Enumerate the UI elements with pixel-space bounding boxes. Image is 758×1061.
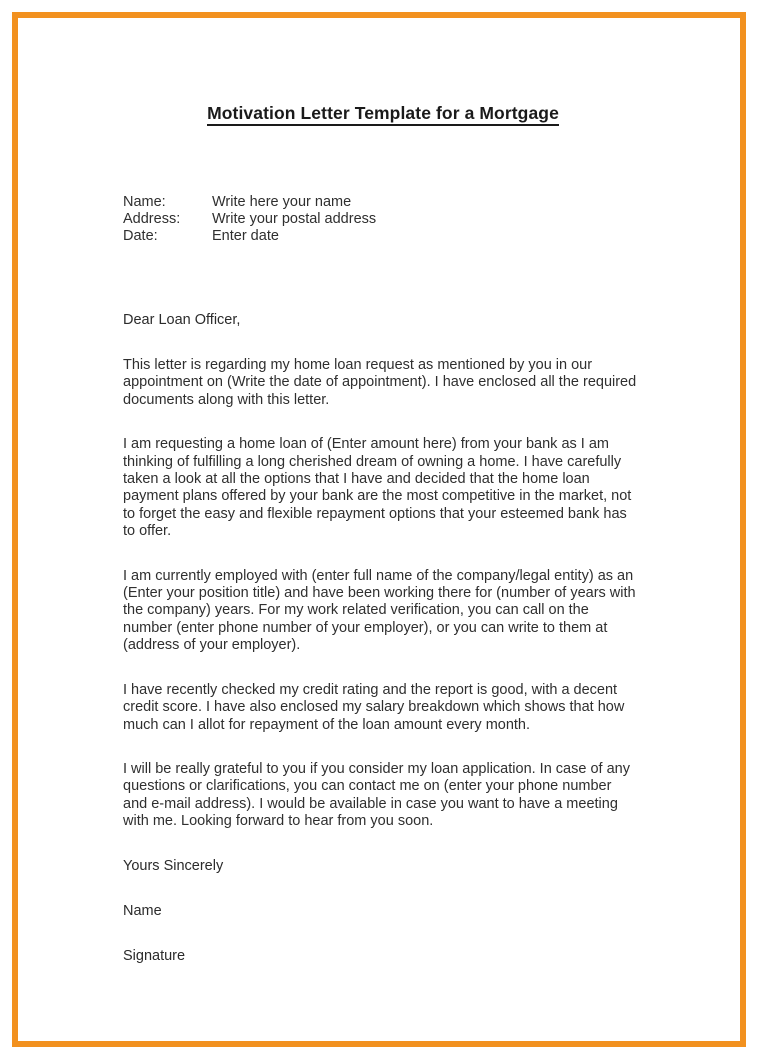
header-fields	[123, 194, 543, 245]
header-field-name	[123, 194, 543, 211]
letter-closing	[123, 858, 639, 965]
closing-name-placeholder: Name	[123, 902, 162, 919]
page-title	[60, 103, 706, 126]
letter-paragraph-3: I am currently employed with (enter full name of the company/legal entity) as an (Enter your position title) and have been working there for (number of years with the company) years. For my work related verification, you can call on the number (enter phone number of your employer), or you can write to them at (address of your employer).	[123, 567, 636, 654]
letter-paragraph-1: This letter is regarding my home loan request as mentioned by you in our appointment on (Write the date of appointment). I have enclosed all the required documents along with this letter.	[123, 357, 637, 408]
header-field-date-value: Enter date	[212, 228, 279, 244]
header-field-name-label: Name:	[123, 194, 166, 210]
letter-paragraph-2: I am requesting a home loan of (Enter amount here) from your bank as I am thinking of fulfilling a long cherished dream of owning a home. I have carefully taken a look at all the options that I have and decided that the home loan payment plans offered by your bank are the most competitive in the market, not to forget the easy and flexible repayment options that your esteemed bank has to offer.	[123, 436, 632, 540]
page-title-text: Motivation Letter Template for a Mortgage	[207, 103, 559, 126]
header-field-address-value: Write your postal address	[212, 211, 377, 227]
header-field-date-label: Date:	[123, 228, 158, 244]
header-field-address	[123, 211, 543, 228]
header-field-name-value: Write here your name	[212, 194, 352, 210]
letter-body	[123, 312, 639, 965]
letter-paragraph-4: I have recently checked my credit rating and the report is good, with a decent credit score. I have also enclosed my salary breakdown which shows that how much can I allot for repayment of the loan amount every month.	[123, 681, 625, 733]
header-field-address-label: Address:	[123, 211, 181, 227]
closing-signature-placeholder: Signature	[123, 947, 186, 964]
header-field-date	[123, 228, 543, 245]
letter-paragraph-5: I will be really grateful to you if you consider my loan application. In case of any questions or clarifications, you can contact me on (enter your phone number and e-mail address). I would be available in case you want to have a meeting with me. Looking forward to hear from you soon.	[123, 760, 630, 830]
closing-salutation: Yours Sincerely	[123, 857, 224, 874]
letter-salutation: Dear Loan Officer,	[123, 312, 241, 328]
